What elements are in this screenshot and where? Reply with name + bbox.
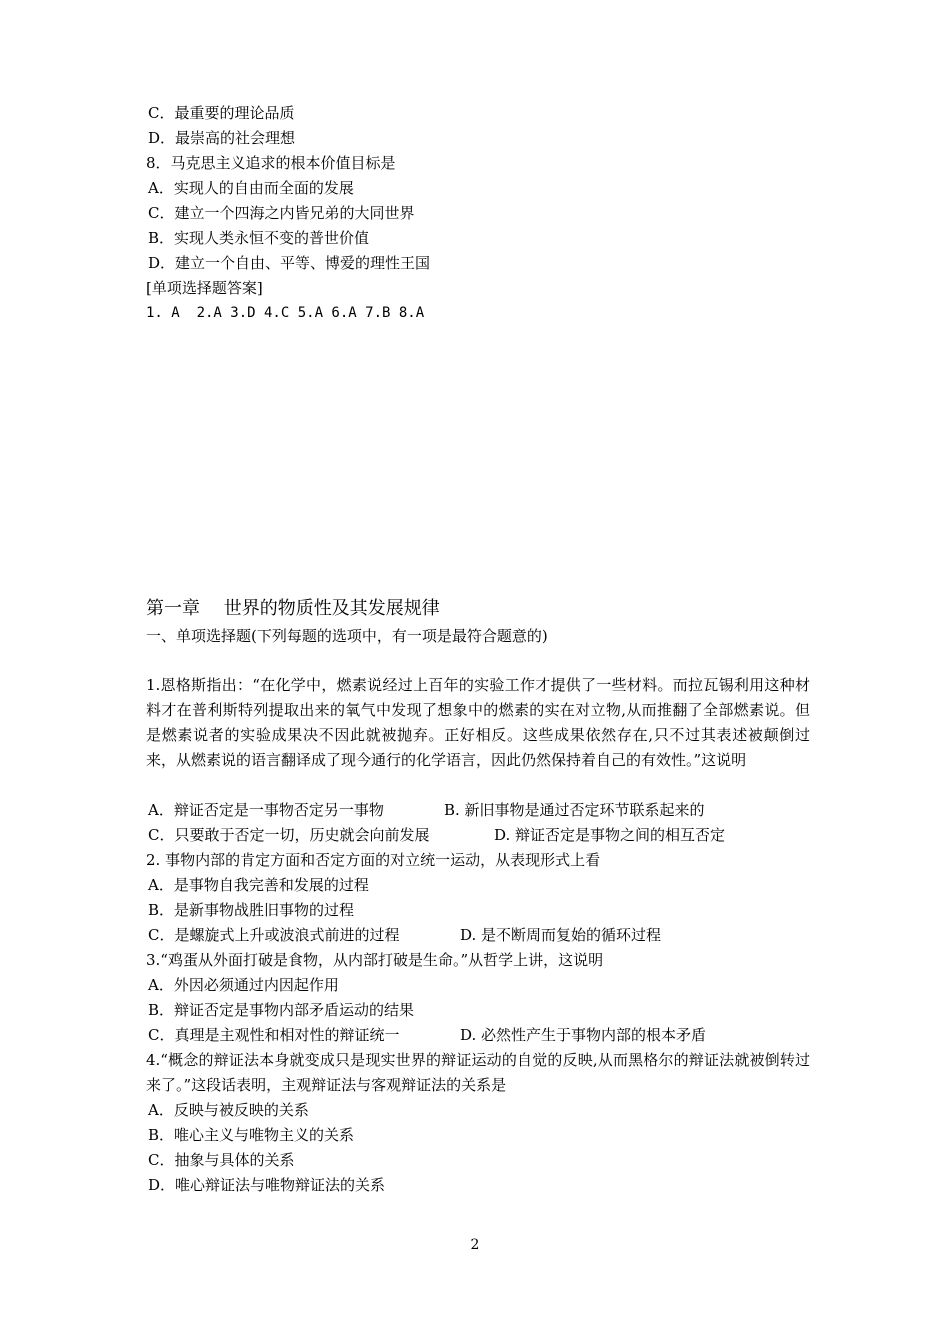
q3-option-a: A．外因必须通过内因起作用 xyxy=(148,976,339,994)
q3-stem: 3.“鸡蛋从外面打破是食物，从内部打破是生命。”从哲学上讲，这说明 xyxy=(146,951,604,969)
q1-options-row1 xyxy=(148,800,705,820)
q8-option-b: B．实现人类永恒不变的普世价值 xyxy=(148,229,370,247)
q4-option-c: C．抽象与具体的关系 xyxy=(148,1151,295,1169)
answer-heading: [单项选择题答案] xyxy=(146,279,263,297)
chapter-title: 第一章 世界的物质性及其发展规律 xyxy=(146,598,440,619)
q8-stem: 8．马克思主义追求的根本价值目标是 xyxy=(146,154,396,172)
q8-option-d: D．建立一个自由、平等、博爱的理性王国 xyxy=(148,254,431,272)
q2-option-c: C．是螺旋式上升或波浪式前进的过程 xyxy=(148,926,400,944)
page-number: 2 xyxy=(470,1237,480,1253)
q4-option-b: B．唯心主义与唯物主义的关系 xyxy=(148,1126,355,1144)
q2-options-row xyxy=(148,925,661,945)
q1-option-a: A．辩证否定是一事物否定另一事物 xyxy=(148,801,384,819)
q4-option-a: A．反映与被反映的关系 xyxy=(148,1101,309,1119)
q4-option-d: D．唯心辩证法与唯物辩证法的关系 xyxy=(148,1176,386,1194)
q2-option-d: D. 是不断周而复始的循环过程 xyxy=(460,926,662,944)
q7-option-c: C．最重要的理论品质 xyxy=(148,104,295,122)
q7-option-d: D．最崇高的社会理想 xyxy=(148,129,296,147)
q1-option-d: D. 辩证否定是事物之间的相互否定 xyxy=(494,826,726,844)
q3-option-b: B．辩证否定是事物内部矛盾运动的结果 xyxy=(148,1001,415,1019)
q2-option-b: B．是新事物战胜旧事物的过程 xyxy=(148,901,355,919)
q4-stem: 4.“概念的辩证法本身就变成只是现实世界的辩证运动的自觉的反映,从而黑格尔的辩证法就被倒转过来了。”这段话表明，主观辩证法与客观辩证法的关系是 xyxy=(146,1051,810,1094)
q1-option-b: B. 新旧事物是通过否定环节联系起来的 xyxy=(444,801,705,819)
q2-option-a: A．是事物自我完善和发展的过程 xyxy=(148,876,369,894)
q2-stem: 2. 事物内部的肯定方面和否定方面的对立统一运动，从表现形式上看 xyxy=(146,851,601,869)
q3-option-d: D. 必然性产生于事物内部的根本矛盾 xyxy=(460,1026,707,1044)
q3-options-row xyxy=(148,1025,706,1045)
q8-option-a: A．实现人的自由而全面的发展 xyxy=(148,179,354,197)
q1-options-row2 xyxy=(148,825,725,845)
section-heading: 一、单项选择题(下列每题的选项中，有一项是最符合题意的) xyxy=(146,627,548,645)
q8-option-c: C．建立一个四海之内皆兄弟的大同世界 xyxy=(148,204,415,222)
q3-option-c: C．真理是主观性和相对性的辩证统一 xyxy=(148,1026,400,1044)
q1-stem: 1.恩格斯指出：“在化学中，燃素说经过上百年的实验工作才提供了一些材料。而拉瓦锡利用这种材料才在普利斯特列提取出来的氧气中发现了想象中的燃素的实在对立物,从而推翻了全部燃素说。但是燃素说者的实验成果决不因此就被抛弃。正好相反。这些成果依然存在,只不过其表述被颠倒过来，从燃素说的语言翻译成了现今通行的化学语言，因此仍然保持着自己的有效性。”这说明 xyxy=(146,676,810,769)
q1-option-c: C．只要敢于否定一切，历史就会向前发展 xyxy=(148,826,430,844)
answer-key: 1. A 2.A 3.D 4.C 5.A 6.A 7.B 8.A xyxy=(146,305,425,321)
